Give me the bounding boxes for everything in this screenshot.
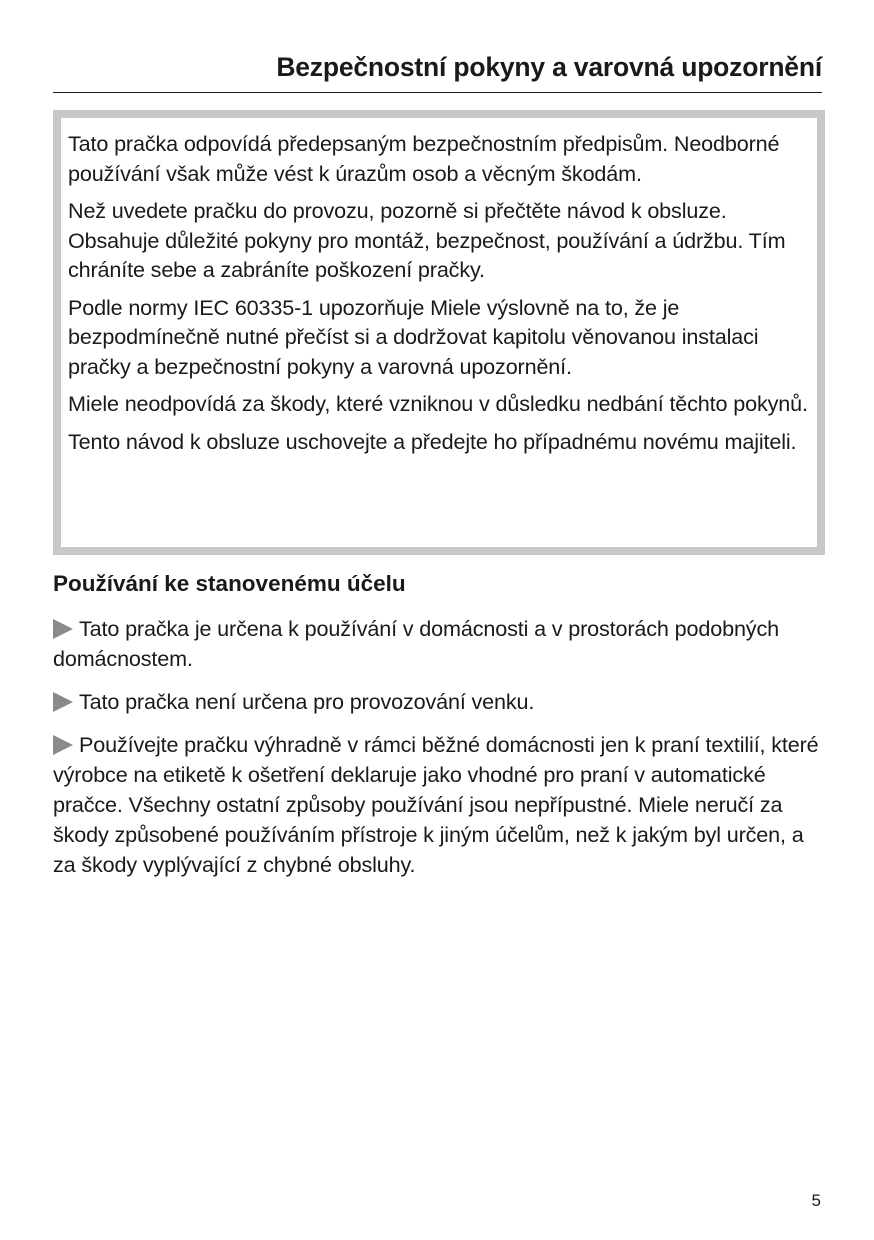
triangle-bullet-icon: [53, 619, 73, 639]
bullet-text: Tato pračka není určena pro provozování venku.: [79, 689, 535, 715]
notice-paragraph: Než uvedete pračku do provozu, pozorně si přečtěte návod k obsluze. Obsahuje důležité pokyny pro montáž, bezpečnost, používání a údržbu. Tím chráníte sebe a zabráníte poškození pračky.: [68, 198, 786, 282]
bullet-item: [53, 614, 828, 674]
page-number: 5: [811, 1191, 821, 1210]
triangle-bullet-icon: [53, 692, 73, 712]
bullet-list: [53, 614, 828, 893]
page-title: Bezpečnostní pokyny a varovná upozornění: [276, 52, 822, 82]
bullet-text: Používejte pračku výhradně v rámci běžné domácnosti jen k praní textilií, které výrobce na etiketě k ošetření deklaruje jako vhodné pro praní v automatické pračce. Všechny ostatní způsoby používání jsou nepřípustné. Miele neručí za škody způsobené používáním přístroje k jiným účelům, než k jakým byl určen, a za škody vyplývající z chybné obsluhy.: [53, 732, 819, 877]
triangle-bullet-icon: [53, 735, 73, 755]
section-heading: Používání ke stanovenému účelu: [53, 571, 406, 596]
safety-notice-box: [53, 110, 825, 555]
notice-paragraph: Podle normy IEC 60335-1 upozorňuje Miele výslovně na to, že je bezpodmínečně nutné přečíst si a dodržovat kapitolu věnovanou instalaci pračky a bezpečnostní pokyny a varovná upozornění.: [68, 294, 759, 379]
bullet-text: Tato pračka je určena k používání v domácnosti a v prostorách podobných domácnostem.: [53, 616, 779, 671]
page-header: [53, 50, 822, 93]
notice-paragraph: Tento návod k obsluze uschovejte a předejte ho případnému novému majiteli.: [68, 428, 797, 454]
bullet-item: [53, 687, 828, 717]
bullet-item: [53, 730, 828, 879]
notice-paragraph: Miele neodpovídá za škody, které vzniknou v důsledku nedbání těchto pokynů.: [68, 391, 808, 416]
notice-paragraph: Tato pračka odpovídá předepsaným bezpečnostním předpisům. Neodborné používání však může vést k úrazům osob a věcným škodám.: [68, 131, 780, 186]
